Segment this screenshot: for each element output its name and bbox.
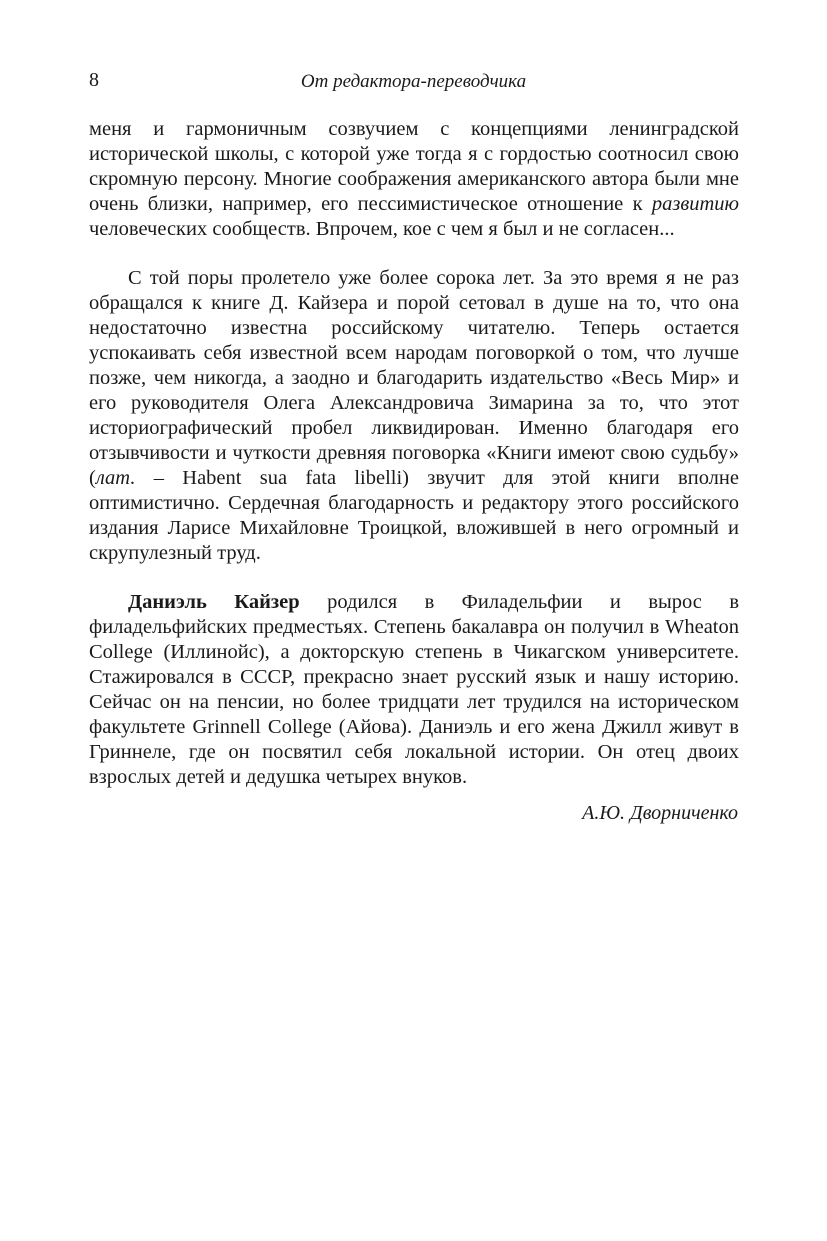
paragraph-1 — [89, 117, 739, 242]
paragraph-1-italic: развитию — [651, 193, 739, 215]
paragraph-continuation — [89, 117, 739, 242]
paragraph-2-text-a: С той поры пролетело уже более сорока лет. За это время я не раз обращался к книге Д. Кайзера и порой сетовал в душе на то, что она недостаточно известна российскому читателю. Теперь остается успокаивать себя известной всем народам поговоркой о том, что лучше позже, чем никогда, а заодно и благодарить издательство «Весь Мир» и его руководителя Олега Александровича Зимарина за то, что этот историографический пробел ликвидирован. Именно благодаря его отзывчивости и чуткости древняя поговорка «Книги имеют свою судьбу» ( — [89, 267, 739, 489]
paragraph-block — [89, 266, 739, 566]
paragraph-2 — [89, 266, 739, 566]
signature: А.Ю. Дворниченко — [582, 802, 738, 824]
paragraph-1-text-a: меня и гармоничным созвучием с концепциями ленинградской исторической школы, с которой уже тогда я с гордостью соотносил свою скромную персону. Многие соображения американского автора были мне очень близки, например, его пессимистическое отношение к — [89, 118, 739, 215]
running-title: От редактора-переводчика — [300, 71, 527, 92]
author-bio — [89, 590, 739, 790]
author-name: Даниэль Кайзер — [128, 591, 300, 613]
page-number: 8 — [89, 69, 99, 91]
paragraph-2-text-b: – Habent sua fata libelli) звучит для этой книги вполне оптимистично. Сердечная благодарность и редактору этого российского издания Ларисе Михайловне Троицкой, вложившей в него огромный и скрупулезный труд. — [89, 467, 739, 564]
paragraph-2-italic: лат. — [95, 467, 136, 489]
paragraph-3 — [89, 590, 739, 790]
paragraph-1-text-b: человеческих сообществ. Впрочем, кое с чем я был и не согласен... — [89, 218, 675, 240]
author-bio-text: родился в Филадельфии и вырос в филадельфийских предместьях. Степень бакалавра он получил в Wheaton College (Иллинойс), а докторскую степень в Чикагском университете. Стажировался в СССР, прекрасно знает русский язык и нашу историю. Сейчас он на пенсии, но более тридцати лет трудился на историческом факультете Grinnell College (Айова). Даниэль и его жена Джилл живут в Гриннеле, где он посвятил себя локальной истории. Он отец двоих взрослых детей и дедушка четырех внуков. — [89, 591, 740, 788]
